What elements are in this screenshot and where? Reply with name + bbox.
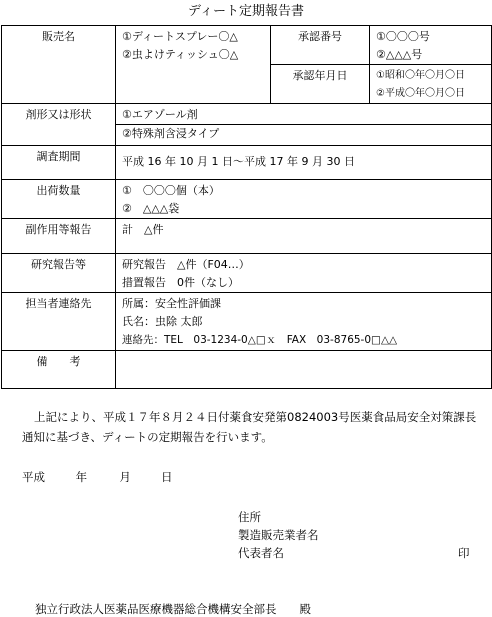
product-name-2: ②虫よけティッシュ〇△ — [122, 48, 239, 61]
period-header: 調査期間 — [2, 146, 116, 180]
remarks-header: 備 考 — [2, 351, 116, 389]
remarks-cell — [116, 351, 492, 389]
addressee: 独立行政法人医薬品医療機器総合機構安全部長 殿 — [35, 602, 311, 616]
approval-no-cell — [370, 26, 492, 65]
form-1: ①エアゾール剤 — [122, 108, 198, 121]
approval-no-1: ①〇〇〇号 — [376, 30, 430, 43]
date-month: 月 — [119, 470, 131, 484]
approval-date-1: ①昭和〇年〇月〇日 — [376, 70, 465, 81]
contact-line-3: 連絡先：TEL 03-1234-0△□ｘ FAX 03-8765-0□△△ — [122, 334, 398, 346]
product-name-header: 販売名 — [2, 26, 116, 104]
date-era: 平成 — [22, 470, 45, 484]
shipment-cell — [116, 180, 492, 219]
contact-header: 担当者連絡先 — [2, 293, 116, 351]
shipment-header: 出荷数量 — [2, 180, 116, 219]
form-2: ②特殊剤含浸タイプ — [116, 124, 491, 143]
form-cell — [116, 104, 492, 146]
date-year: 年 — [75, 470, 88, 484]
contact-line-2: 氏名：虫除 太郎 — [122, 315, 203, 328]
contact-cell — [116, 293, 492, 351]
body-paragraph: 上記により、平成１７年８月２４日付薬食安発第0824003号医薬食品局安全対策課長通知に基づき、ディートの定期報告を行います。 — [22, 410, 477, 444]
approval-date-2: ②平成〇年〇月〇日 — [376, 88, 465, 99]
contact-line-1: 所属：安全性評価課 — [122, 297, 221, 310]
research-header: 研究報告等 — [2, 254, 116, 293]
research-cell — [116, 254, 492, 293]
address-label: 住所 — [238, 510, 261, 524]
form-header: 剤形又は形状 — [2, 104, 116, 146]
research-line-1: 研究報告 △件（F04…） — [122, 258, 250, 271]
product-name-1: ①ディートスプレー〇△ — [122, 30, 238, 43]
date-day: 日 — [160, 470, 173, 484]
approval-date-header: 承認年月日 — [271, 65, 370, 104]
side-effect-cell: 計 △件 — [116, 219, 492, 254]
report-table — [1, 25, 492, 389]
date-line — [22, 469, 172, 485]
shipment-1: ① 〇〇〇個（本） — [122, 184, 220, 197]
document-title: ディート定期報告書 — [188, 4, 304, 19]
approval-date-cell — [370, 65, 492, 104]
research-line-2: 措置報告 0件（なし） — [122, 276, 239, 289]
approval-no-header: 承認番号 — [271, 26, 370, 65]
company-label: 製造販売業者名 — [238, 528, 319, 542]
seal-mark: 印 — [458, 546, 470, 560]
product-name-cell — [116, 26, 271, 104]
representative-label: 代表者名 — [238, 546, 284, 560]
period-cell: 平成 16 年 10 月 1 日～平成 17 年 9 月 30 日 — [116, 146, 492, 180]
side-effect-header: 副作用等報告 — [2, 219, 116, 254]
shipment-2: ② △△△袋 — [122, 202, 180, 215]
approval-no-2: ②△△△号 — [376, 48, 423, 61]
